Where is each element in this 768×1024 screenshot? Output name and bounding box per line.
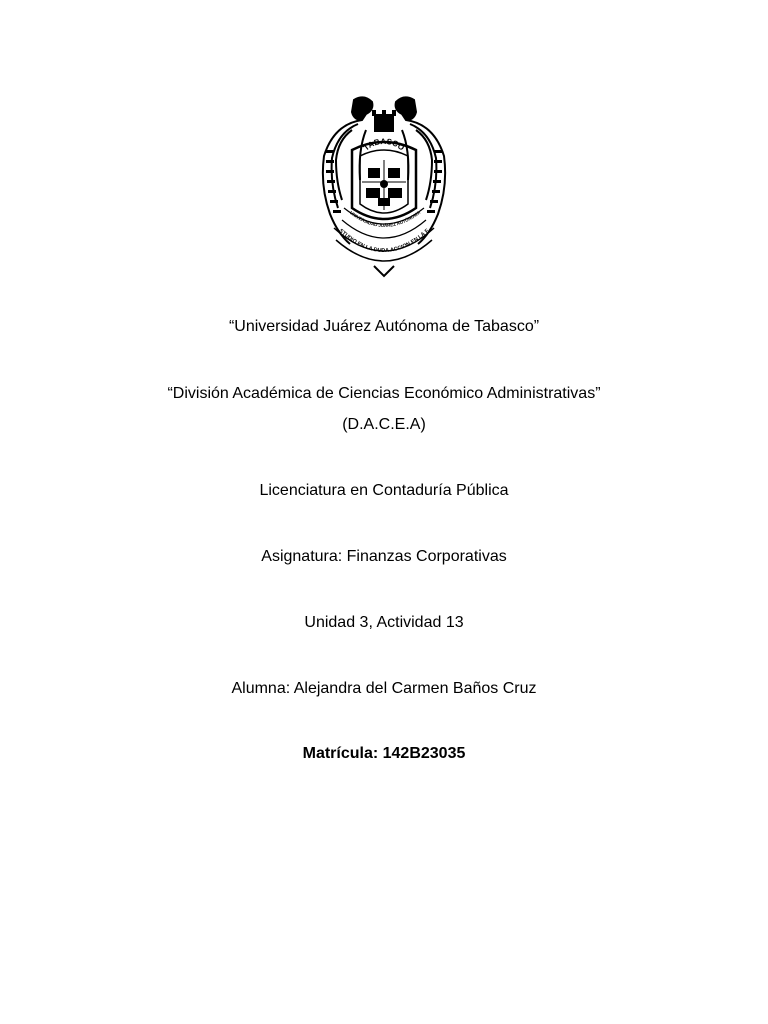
university-name: “Universidad Juárez Autónoma de Tabasco” — [228, 318, 540, 335]
subject: Asignatura: Finanzas Corporativas — [261, 548, 507, 565]
division-abbreviation: (D.A.C.E.A) — [342, 416, 426, 433]
seal-top-word: TABASCO — [361, 136, 407, 153]
student-name: Alumna: Alejandra del Carmen Baños Cruz — [231, 680, 537, 697]
university-seal-logo — [318, 90, 450, 278]
division-name: “División Académica de Ciencias Económico Administrativas” — [167, 385, 601, 402]
unit-activity: Unidad 3, Actividad 13 — [304, 614, 464, 631]
degree-program: Licenciatura en Contaduría Pública — [259, 482, 509, 499]
seal-motto: STUDIO EN LA DUDA ACCION EN LA F — [337, 228, 431, 255]
seal-ring-text: UNIVERSIDAD JUÁREZ AUTÓNOMA — [348, 209, 422, 229]
enrollment-number: Matrícula: 142B23035 — [302, 745, 466, 762]
